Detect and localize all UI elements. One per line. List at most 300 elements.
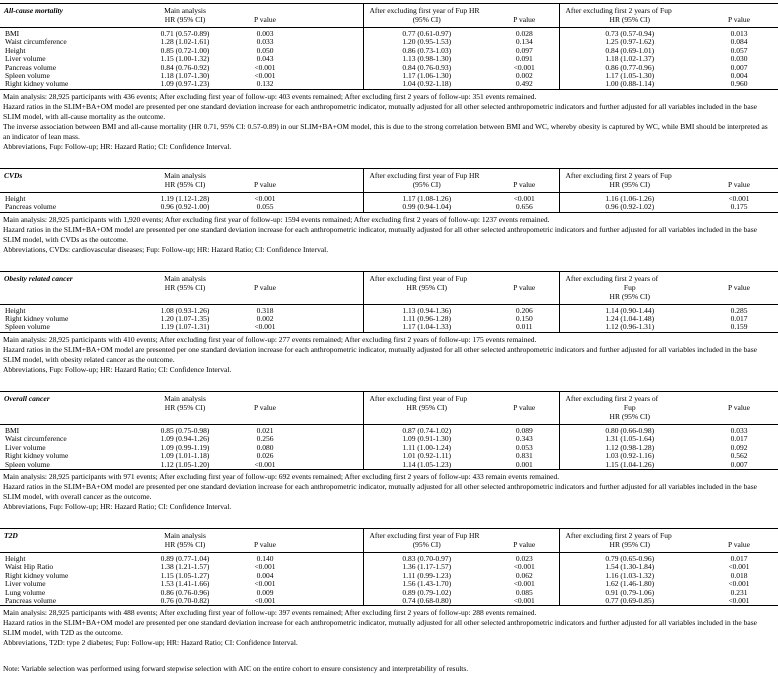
header-line: HR (95% CI) xyxy=(609,15,650,24)
p-value: <0.001 xyxy=(513,562,535,572)
footnote-line: The inverse association between BMI and all-cause mortality (HR 0.71, 95% CI: 0.57-0.89) in our SLIM+BA+OM model, this is due to the strong correlation between BMI and WC, whereby obesity is captured by WC, while BMI should be interpreted as an indicator of lean mass. xyxy=(3,121,768,141)
p-value: 0.831 xyxy=(515,451,533,461)
p-value: 0.033 xyxy=(730,425,748,435)
row-label: Height xyxy=(5,45,26,55)
table-row xyxy=(0,38,778,46)
p-value: 0.132 xyxy=(256,79,274,89)
table-row xyxy=(0,435,778,443)
p-value: 0.003 xyxy=(256,29,274,38)
spacer-cell xyxy=(290,552,363,563)
table-body xyxy=(0,28,778,90)
hr-value: 0.89 (0.77-1.04) xyxy=(160,553,210,563)
table-row xyxy=(0,304,778,315)
p-value: <0.001 xyxy=(513,595,535,605)
table-row xyxy=(0,461,778,470)
hr-value: 1.53 (1.41-1.66) xyxy=(160,579,210,589)
footnote-line: Hazard ratios in the SLIM+BA+OM model are presented per one standard deviation increase for each anthropometric indicator, mutually adjusted for all other selected anthropometric indicators and further adjusted for all variables included in the base SLIM model, with CVDs as the outcome. xyxy=(3,224,757,244)
hr-value: 1.17 (1.08-1.26) xyxy=(363,192,490,203)
p-value: 0.140 xyxy=(256,553,274,563)
row-label: Waist circumference xyxy=(5,37,67,47)
spacer-column xyxy=(290,391,363,424)
p-value: 0.231 xyxy=(730,587,748,597)
header-line: After excluding first 2 years of Fup xyxy=(565,530,672,540)
row-label: Pancreas volume xyxy=(5,62,57,72)
main-analysis-column-header xyxy=(130,271,240,304)
footnote-line: Main analysis: 28,925 participants with 488 events; After excluding first year of follow-up: 397 events remained; After excluding first 2 years of follow-up: 288 events remained. xyxy=(3,608,537,618)
header-line: HR (95% CI) xyxy=(164,402,206,412)
hr-value: 1.11 (1.00-1.24) xyxy=(363,444,490,452)
spacer-cell xyxy=(290,315,363,323)
hr-value: 1.11 (0.99-1.23) xyxy=(363,572,490,580)
hr-value: 0.85 (0.75-0.98) xyxy=(160,425,210,435)
row-label: Pancreas volume xyxy=(5,202,57,212)
footnote-line: Main analysis: 28,925 participants with 410 events; After excluding first year of follow-up: 277 events remained; After excluding first 2 years of follow-up: 175 events remained. xyxy=(3,334,537,344)
hr-value: 1.08 (0.93-1.26) xyxy=(160,305,210,315)
p-value: 0.028 xyxy=(515,29,533,38)
table-row xyxy=(0,28,778,39)
hr-value: 0.96 (0.92-1.00) xyxy=(160,202,210,212)
header-line: HR (95% CI) xyxy=(164,282,206,292)
p-value: <0.001 xyxy=(513,62,535,72)
hr-value: 0.73 (0.57-0.94) xyxy=(559,28,700,39)
header-line: HR (95% CI) xyxy=(164,539,206,549)
p-value: 0.057 xyxy=(730,45,748,55)
spacer-cell xyxy=(290,461,363,470)
footnotes xyxy=(0,470,778,512)
spacer-cell xyxy=(290,563,363,571)
header-line: Main analysis xyxy=(164,6,206,15)
section-overall-cancer xyxy=(0,391,778,512)
header-line: After excluding first 2 years of Fup xyxy=(565,170,672,180)
footnote-line: Abbreviations, Fup: Follow-up; HR: Hazard Ratio; CI: Confidence Interval. xyxy=(3,501,232,511)
footnotes xyxy=(0,213,778,255)
section-all-cause-mortality xyxy=(0,3,778,152)
hr-value: 1.09 (1.01-1.18) xyxy=(160,451,210,461)
hazard-ratio-table xyxy=(0,271,778,333)
p-value: 0.007 xyxy=(730,62,748,72)
hr-value: 0.76 (0.70-0.82) xyxy=(160,595,210,605)
hr-value: 1.36 (1.17-1.57) xyxy=(363,563,490,571)
header-line: HR (95% CI) xyxy=(609,411,650,421)
hr-value: 1.13 (0.94-1.36) xyxy=(363,304,490,315)
p-value: <0.001 xyxy=(254,459,276,469)
excl-2yr-column-header xyxy=(559,4,700,28)
p-value: 0.960 xyxy=(730,79,748,89)
row-label: Waist circumference xyxy=(5,434,67,444)
footnotes xyxy=(0,90,778,152)
header-line: After excluding first year of Fup xyxy=(369,273,468,283)
row-label: BMI xyxy=(5,29,20,38)
footnote-line: Main analysis: 28,925 participants with 1,920 events; After excluding first year of follow-up: 1594 events remained; After excluding first 2 years of follow-up: 1237 events remained. xyxy=(3,214,550,224)
p-value-label: P value xyxy=(253,282,276,292)
table-row xyxy=(0,563,778,571)
hazard-ratio-table xyxy=(0,528,778,606)
p-value-label: P value xyxy=(513,282,536,292)
hr-value: 1.20 (1.07-1.35) xyxy=(160,314,210,324)
p-value: <0.001 xyxy=(254,322,276,332)
spacer-cell xyxy=(290,435,363,443)
excl-1yr-column-header xyxy=(363,391,490,424)
spacer-cell xyxy=(290,589,363,597)
p-value: 0.343 xyxy=(515,434,533,444)
header-line: Main analysis xyxy=(164,393,206,403)
main-analysis-column-header xyxy=(130,4,240,28)
excl-1yr-column-header xyxy=(363,528,490,552)
hr-value: 1.13 (0.98-1.30) xyxy=(363,55,490,63)
p-value-label: P value xyxy=(253,179,276,189)
hr-value: 0.84 (0.76-0.92) xyxy=(160,62,210,72)
hr-value: 0.91 (0.79-1.06) xyxy=(559,589,700,597)
p-value-column-header xyxy=(700,168,778,192)
p-value: 0.150 xyxy=(515,314,533,324)
row-label: BMI xyxy=(5,425,20,435)
header-row xyxy=(0,271,778,304)
hr-value: 1.01 (0.92-1.11) xyxy=(363,452,490,460)
spacer-cell xyxy=(290,203,363,212)
header-line: (95% CI) xyxy=(412,539,441,549)
table-row xyxy=(0,47,778,55)
p-value: 0.285 xyxy=(730,305,748,315)
header-line: HR (95% CI) xyxy=(164,179,206,189)
header-line: HR (95% CI) xyxy=(406,282,447,292)
footnote-line: Hazard ratios in the SLIM+BA+OM model are presented per one standard deviation increase for each anthropometric indicator, mutually adjusted for all other selected anthropometric indicators and further adjusted for all variables included in the base SLIM model, with T2D as the outcome. xyxy=(3,618,757,638)
header-line: After excluding first year of Fup HR xyxy=(369,6,480,15)
excl-1yr-column-header xyxy=(363,168,490,192)
spacer-column xyxy=(290,271,363,304)
p-value-column-header xyxy=(490,4,559,28)
hr-value: 1.25 (0.97-1.62) xyxy=(559,38,700,46)
hr-value: 0.84 (0.69-1.01) xyxy=(559,47,700,55)
table-body xyxy=(0,192,778,212)
p-value: 0.089 xyxy=(515,425,533,435)
p-value-column-header xyxy=(700,271,778,304)
p-value: <0.001 xyxy=(728,579,750,589)
table-row xyxy=(0,72,778,80)
p-value: 0.030 xyxy=(730,54,748,64)
main-analysis-column-header xyxy=(130,528,240,552)
main-analysis-column-header xyxy=(130,391,240,424)
p-value-column-header xyxy=(240,391,290,424)
header-line: After excluding first 2 years of xyxy=(565,273,659,283)
hr-value: 0.84 (0.76-0.93) xyxy=(363,64,490,72)
spacer-cell xyxy=(290,80,363,89)
spacer-cell xyxy=(290,452,363,460)
excl-1yr-column-header xyxy=(363,271,490,304)
footnote-line: Hazard ratios in the SLIM+BA+OM model are presented per one standard deviation increase for each anthropometric indicator, mutually adjusted for all other selected anthropometric indicators and further adjusted for all variables included in the base SLIM model, with overall cancer as the outcome. xyxy=(3,481,757,501)
p-value: 0.026 xyxy=(256,451,274,461)
footnote-line: Abbreviations, Fup: Follow-up; HR: Hazard Ratio; CI: Confidence Interval. xyxy=(3,141,232,151)
hr-value: 1.15 (1.00-1.32) xyxy=(160,54,210,64)
p-value-label: P value xyxy=(253,402,276,412)
hr-value: 1.18 (1.02-1.37) xyxy=(559,55,700,63)
table-row xyxy=(0,80,778,89)
hr-value: 1.54 (1.30-1.84) xyxy=(559,563,700,571)
spacer-cell xyxy=(290,47,363,55)
header-line: (95% CI) xyxy=(412,179,441,189)
footnote-line: Abbreviations, Fup: Follow-up; HR: Hazard Ratio; CI: Confidence Interval. xyxy=(3,364,232,374)
hazard-ratio-table xyxy=(0,391,778,470)
p-value: 0.256 xyxy=(256,434,274,444)
hr-value: 1.12 (0.96-1.31) xyxy=(559,323,700,332)
hr-value: 1.19 (1.12-1.28) xyxy=(160,193,210,203)
table-row xyxy=(0,452,778,460)
hr-value: 1.03 (0.92-1.16) xyxy=(559,452,700,460)
spacer-cell xyxy=(290,38,363,46)
row-label: Height xyxy=(5,305,26,315)
header-line: After excluding first 2 years of Fup xyxy=(565,6,672,15)
p-value-column-header xyxy=(490,528,559,552)
p-value-label: P value xyxy=(727,282,750,292)
table-row xyxy=(0,424,778,435)
p-value-label: P value xyxy=(727,179,750,189)
spacer-cell xyxy=(290,597,363,606)
spacer-cell xyxy=(290,55,363,63)
hr-value: 0.71 (0.57-0.89) xyxy=(160,29,210,38)
row-label: Spleen volume xyxy=(5,322,50,332)
row-label: Lung volume xyxy=(5,587,46,597)
section-t2d xyxy=(0,528,778,648)
hr-value: 1.12 (0.98-1.28) xyxy=(559,444,700,452)
spacer-cell xyxy=(290,64,363,72)
p-value-label: P value xyxy=(253,539,276,549)
spacer-column xyxy=(290,168,363,192)
spacer-cell xyxy=(290,444,363,452)
table-row xyxy=(0,315,778,323)
hr-value: 1.17 (1.04-1.33) xyxy=(363,323,490,332)
table-row xyxy=(0,323,778,332)
p-value: 0.318 xyxy=(256,305,274,315)
excl-1yr-column-header xyxy=(363,4,490,28)
row-label: Spleen volume xyxy=(5,71,50,81)
p-value: 0.206 xyxy=(515,305,533,315)
header-row xyxy=(0,4,778,28)
p-value: 0.013 xyxy=(730,29,748,38)
hr-value: 0.86 (0.76-0.96) xyxy=(160,587,210,597)
section-obesity-related-cancer xyxy=(0,271,778,375)
footnote-line: Hazard ratios in the SLIM+BA+OM model are presented per one standard deviation increase for each anthropometric indicator, mutually adjusted for all other selected anthropometric indicators and further adjusted for all variables included in the base SLIM model, with obesity related cancer as the outcome. xyxy=(3,344,757,364)
p-value: 0.001 xyxy=(515,459,533,469)
p-value-column-header xyxy=(700,391,778,424)
section-title: CVDs xyxy=(0,168,130,192)
p-value: 0.004 xyxy=(730,71,748,81)
footnotes xyxy=(0,606,778,648)
header-line: HR (95% CI) xyxy=(609,291,650,301)
spacer-cell xyxy=(290,72,363,80)
p-value: 0.009 xyxy=(256,587,274,597)
row-label: Pancreas volume xyxy=(5,595,57,605)
section-cvds xyxy=(0,168,778,255)
p-value: 0.033 xyxy=(256,37,274,47)
p-value: 0.175 xyxy=(730,202,748,212)
hr-value: 1.17 (1.06-1.30) xyxy=(363,72,490,80)
table-body xyxy=(0,304,778,332)
hr-value: 0.77 (0.69-0.85) xyxy=(559,597,700,606)
header-row xyxy=(0,391,778,424)
hr-value: 0.85 (0.72-1.00) xyxy=(160,45,210,55)
p-value-column-header xyxy=(490,271,559,304)
spacer-column xyxy=(290,4,363,28)
hr-value: 0.83 (0.70-0.97) xyxy=(363,552,490,563)
p-value: 0.084 xyxy=(730,37,748,47)
row-label: Waist Hip Ratio xyxy=(5,562,54,572)
p-value-column-header xyxy=(490,168,559,192)
p-value-label: P value xyxy=(727,539,750,549)
table-row xyxy=(0,597,778,606)
p-value: <0.001 xyxy=(728,193,750,203)
hr-value: 0.77 (0.61-0.97) xyxy=(363,28,490,39)
p-value: 0.018 xyxy=(730,570,748,580)
p-value: 0.017 xyxy=(730,314,748,324)
excl-2yr-column-header xyxy=(559,168,700,192)
hr-value: 0.86 (0.77-0.96) xyxy=(559,64,700,72)
hr-value: 0.89 (0.79-1.02) xyxy=(363,589,490,597)
hr-value: 1.24 (1.04-1.48) xyxy=(559,315,700,323)
hr-value: 1.16 (1.06-1.26) xyxy=(559,192,700,203)
hr-value: 1.00 (0.88-1.14) xyxy=(559,80,700,89)
header-line: After excluding first year of Fup HR xyxy=(369,530,480,540)
row-label: Spleen volume xyxy=(5,459,50,469)
hr-value: 1.16 (1.03-1.32) xyxy=(559,572,700,580)
p-value: 0.085 xyxy=(515,587,533,597)
hr-value: 0.87 (0.74-1.02) xyxy=(363,424,490,435)
spacer-column xyxy=(290,528,363,552)
hr-value: 1.11 (0.96-1.28) xyxy=(363,315,490,323)
main-analysis-column-header xyxy=(130,168,240,192)
table-row xyxy=(0,552,778,563)
p-value: 0.017 xyxy=(730,553,748,563)
section-title: Overall cancer xyxy=(0,391,130,424)
excl-2yr-column-header xyxy=(559,528,700,552)
row-label: Right kidney volume xyxy=(5,451,69,461)
p-value: 0.043 xyxy=(256,54,274,64)
header-row xyxy=(0,168,778,192)
row-label: Liver volume xyxy=(5,442,46,452)
hr-value: 1.04 (0.92-1.18) xyxy=(363,80,490,89)
footnote-line: Abbreviations, CVDs: cardiovascular diseases; Fup: Follow-up; HR: Hazard Ratio; CI: Confidence Interval. xyxy=(3,244,329,254)
p-value: 0.050 xyxy=(256,45,274,55)
spacer-cell xyxy=(290,580,363,588)
p-value-label: P value xyxy=(253,15,276,24)
header-line: Main analysis xyxy=(164,530,206,540)
p-value: 0.021 xyxy=(256,425,274,435)
hr-value: 1.09 (0.91-1.30) xyxy=(363,435,490,443)
hr-value: 1.20 (0.95-1.53) xyxy=(363,38,490,46)
p-value: 0.091 xyxy=(515,54,533,64)
p-value: 0.004 xyxy=(256,570,274,580)
p-value-column-header xyxy=(240,271,290,304)
hr-value: 0.96 (0.92-1.02) xyxy=(559,203,700,212)
hazard-ratio-table xyxy=(0,3,778,90)
p-value-column-header xyxy=(700,4,778,28)
p-value-label: P value xyxy=(513,539,536,549)
footnote-line: Hazard ratios in the SLIM+BA+OM model are presented per one standard deviation increase for each anthropometric indicator, mutually adjusted for all other selected anthropometric indicators and further adjusted for all variables included in the base SLIM model, with all-cause mortality as the outcome. xyxy=(3,101,757,121)
p-value: <0.001 xyxy=(513,579,535,589)
table-row xyxy=(0,589,778,597)
hr-value: 0.86 (0.73-1.03) xyxy=(363,47,490,55)
footnote-line: Abbreviations, T2D: type 2 diabetes; Fup: Follow-up; HR: Hazard Ratio; CI: Confidence Interval. xyxy=(3,638,298,648)
hr-value: 1.28 (1.02-1.61) xyxy=(160,37,210,47)
footnote-line: Main analysis: 28,925 participants with 436 events; After excluding first year of follow-up: 403 events remained; After excluding first 2 years of follow-up: 351 events remained. xyxy=(3,91,537,101)
p-value: 0.097 xyxy=(515,45,533,55)
p-value: 0.007 xyxy=(730,459,748,469)
p-value: 0.492 xyxy=(515,79,533,89)
p-value: <0.001 xyxy=(513,193,535,203)
excl-2yr-column-header xyxy=(559,391,700,424)
bottom-note: Note: Variable selection was performed using forward stepwise selection with AIC on the entire cohort to ensure consistency and interpretability of results. xyxy=(3,664,469,674)
header-line: Fup xyxy=(623,282,636,292)
hr-value: 1.31 (1.05-1.64) xyxy=(559,435,700,443)
p-value: 0.562 xyxy=(730,451,748,461)
header-line: (95% CI) xyxy=(412,15,441,24)
p-value: <0.001 xyxy=(254,71,276,81)
hr-value: 1.15 (1.04-1.26) xyxy=(559,461,700,470)
hr-value: 1.15 (1.05-1.27) xyxy=(160,570,210,580)
header-line: HR (95% CI) xyxy=(609,539,650,549)
hr-value: 1.56 (1.43-1.70) xyxy=(363,580,490,588)
header-line: After excluding first 2 years of xyxy=(565,393,659,403)
spacer-cell xyxy=(290,572,363,580)
header-line: HR (95% CI) xyxy=(609,179,650,189)
hr-value: 1.17 (1.05-1.30) xyxy=(559,72,700,80)
hr-value: 1.62 (1.46-1.80) xyxy=(559,580,700,588)
p-value: 0.062 xyxy=(515,570,533,580)
p-value-label: P value xyxy=(727,15,750,24)
p-value: 0.055 xyxy=(256,202,274,212)
table-row xyxy=(0,444,778,452)
spacer-cell xyxy=(290,323,363,332)
hr-value: 1.09 (0.99-1.19) xyxy=(160,442,210,452)
row-label: Right kidney volume xyxy=(5,570,69,580)
p-value-column-header xyxy=(240,4,290,28)
section-title: T2D xyxy=(0,528,130,552)
p-value-column-header xyxy=(240,168,290,192)
section-title: Obesity related cancer xyxy=(0,271,130,304)
p-value: 0.023 xyxy=(515,553,533,563)
spacer-cell xyxy=(290,192,363,203)
table-row xyxy=(0,55,778,63)
p-value-column-header xyxy=(700,528,778,552)
p-value: 0.159 xyxy=(730,322,748,332)
footnote-line: Main analysis: 28,925 participants with 971 events; After excluding first year of follow-up: 692 events remained; After excluding first 2 years of follow-up: 433 remain events remained. xyxy=(3,471,560,481)
p-value-label: P value xyxy=(727,402,750,412)
spacer-cell xyxy=(290,304,363,315)
hr-value: 1.14 (0.90-1.44) xyxy=(559,304,700,315)
p-value: <0.001 xyxy=(254,562,276,572)
hazard-ratio-table xyxy=(0,168,778,213)
table-row xyxy=(0,64,778,72)
spacer-cell xyxy=(290,424,363,435)
p-value: <0.001 xyxy=(254,62,276,72)
table-row xyxy=(0,580,778,588)
hr-value: 0.80 (0.66-0.98) xyxy=(559,424,700,435)
spacer-cell xyxy=(290,28,363,39)
hr-value: 1.19 (1.07-1.31) xyxy=(160,322,210,332)
row-label: Liver volume xyxy=(5,579,46,589)
table-row xyxy=(0,203,778,212)
p-value: 0.080 xyxy=(256,442,274,452)
table-row xyxy=(0,192,778,203)
hr-value: 1.12 (1.05-1.20) xyxy=(160,459,210,469)
hr-value: 1.14 (1.05-1.23) xyxy=(363,461,490,470)
hr-value: 0.99 (0.94-1.04) xyxy=(363,203,490,212)
p-value: 0.656 xyxy=(515,202,533,212)
row-label: Height xyxy=(5,553,26,563)
table-body xyxy=(0,552,778,605)
row-label: Right kidney volume xyxy=(5,79,69,89)
p-value-column-header xyxy=(490,391,559,424)
hr-value: 0.74 (0.68-0.80) xyxy=(363,597,490,606)
p-value: 0.053 xyxy=(515,442,533,452)
